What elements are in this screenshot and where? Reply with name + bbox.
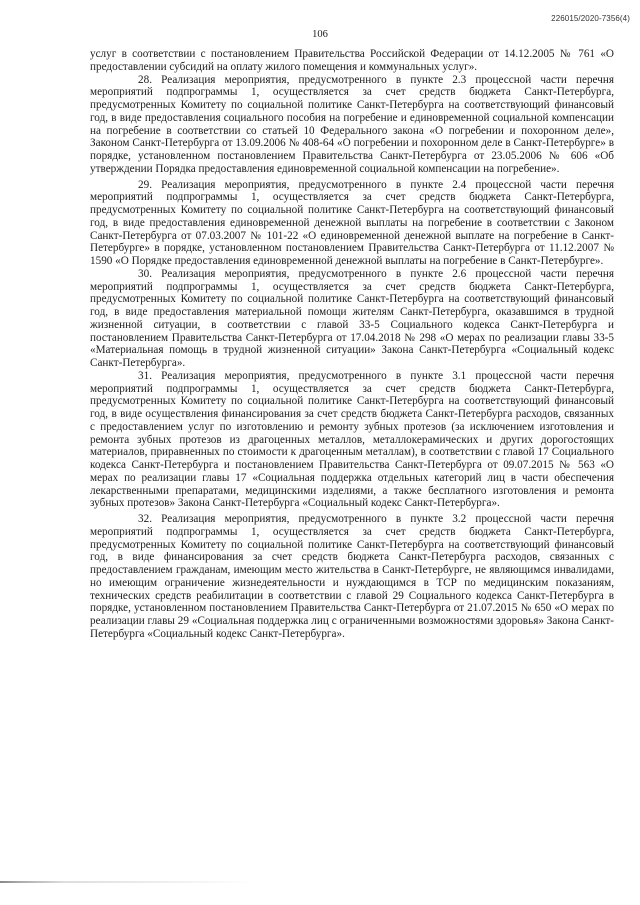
paragraph-continuation: услуг в соответствии с постановлением Правительства Российской Федерации от 14.12.2005 № 761 «О предоставлении субсидий на оплату жилого помещения и коммунальных услуг». — [90, 48, 614, 73]
document-body — [90, 48, 614, 641]
paragraph-28: 28. Реализация мероприятия, предусмотренного в пункте 2.3 процессной части перечня мероприятий подпрограммы 1, осуществляется за счет средств бюджета Санкт-Петербурга, предусмотренных Комитету по социальной политике Санкт-Петербурга на соответствующий финансовый год, в виде предоставления социального пособия на погребение и единовременной социальной компенсации на погребение в соответствии со статьей 10 Федерального закона «О погребении и похоронном деле», Законом Санкт-Петербурга от 13.09.2006 № 408-64 «О погребении и похоронном деле в Санкт-Петербурге» в порядке, установленном постановлением Правительства Санкт-Петербурга от 23.05.2006 № 606 «Об утверждении Порядка предоставления единовременной социальной компенсации на погребение». — [90, 73, 614, 175]
paragraph-30: 30. Реализация мероприятия, предусмотренного в пункте 2.6 процессной части перечня мероприятий подпрограммы 1, осуществляется за счет средств бюджета Санкт-Петербурга, предусмотренных Комитету по социальной политике Санкт-Петербурга на соответствующий финансовый год, в виде предоставления материальной помощи жителям Санкт-Петербурга, оказавшимся в трудной жизненной ситуации, в соответствии с главой 33-5 Социального кодекса Санкт-Петербурга и постановлением Правительства Санкт-Петербурга от 17.04.2018 № 298 «О мерах по реализации главы 33-5 «Материальная помощь в трудной жизненной ситуации» Закона Санкт-Петербурга «Социальный кодекс Санкт-Петербурга». — [90, 267, 614, 369]
scan-edge-line — [0, 881, 640, 883]
paragraph-29: 29. Реализация мероприятия, предусмотренного в пункте 2.4 процессной части перечня мероприятий подпрограммы 1, осуществляется за счет средств бюджета Санкт-Петербурга, предусмотренных Комитету по социальной политике Санкт-Петербурга на соответствующий финансовый год, в виде предоставления единовременной денежной выплаты на погребение в соответствии с Законом Санкт-Петербурга от 07.03.2007 № 101-22 «О единовременной денежной выплате на погребение в Санкт-Петербурге» в порядке, установленном постановлением Правительства Санкт-Петербурга от 11.12.2007 № 1590 «О Порядке предоставления единовременной денежной выплаты на погребение в Санкт-Петербурге». — [90, 178, 614, 267]
document-id: 226015/2020-7356(4) — [551, 14, 630, 23]
paragraph-31: 31. Реализация мероприятия, предусмотренного в пункте 3.1 процессной части перечня мероприятий подпрограммы 1, осуществляется за счет средств бюджета Санкт-Петербурга, предусмотренных Комитету по социальной политике Санкт-Петербурга на соответствующий финансовый год, в виде осуществления финансирования за счет средств бюджета Санкт-Петербурга расходов, связанных с предоставлением услуг по изготовлению и ремонту зубных протезов (за исключением изготовления и ремонта зубных протезов из драгоценных металлов, металлокерамических и других дорогостоящих материалов, приравненных по стоимости к драгоценным металлам), в соответствии с главой 17 Социального кодекса Санкт-Петербурга и постановлением Правительства Санкт-Петербурга от 09.07.2015 № 563 «О мерах по реализации главы 17 «Социальная поддержка отдельных категорий лиц в части обеспечения лекарственными препаратами, медицинскими изделиями, а также бесплатного изготовления и ремонта зубных протезов» Закона Санкт-Петербурга «Социальный кодекс Санкт-Петербурга». — [90, 369, 614, 510]
paragraph-32: 32. Реализация мероприятия, предусмотренного в пункте 3.2 процессной части перечня мероприятий подпрограммы 1, осуществляется за счет средств бюджета Санкт-Петербурга, предусмотренных Комитету по социальной политике Санкт-Петербурга на соответствующий финансовый год, в виде финансирования за счет средств бюджета Санкт-Петербурга расходов, связанных с предоставлением гражданам, имеющим место жительства в Санкт-Петербурге, не являющимся инвалидами, но имеющим ограничение жизнедеятельности и нуждающимся в ТСР по медицинским показаниям, технических средств реабилитации в соответствии с главой 29 Социального кодекса Санкт-Петербурга в порядке, установленном постановлением Правительства Санкт-Петербурга от 21.07.2015 № 650 «О мерах по реализации главы 29 «Социальная поддержка лиц с ограниченными возможностями здоровья» Закона Санкт-Петербурга «Социальный кодекс Санкт-Петербурга». — [90, 513, 614, 640]
page-number: 106 — [312, 29, 328, 40]
